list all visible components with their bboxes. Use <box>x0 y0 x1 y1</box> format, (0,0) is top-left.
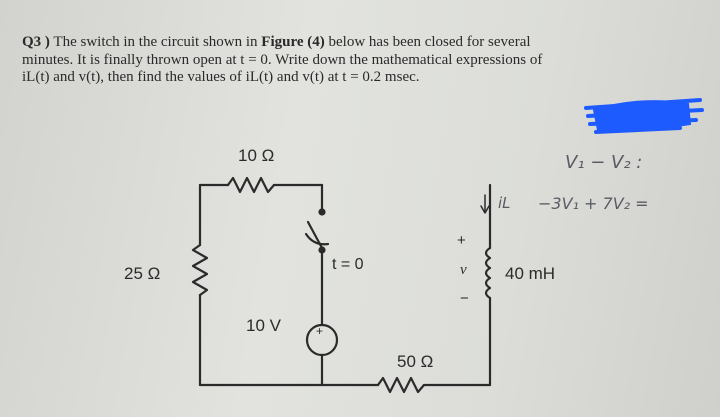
question-line3: iL(t) and v(t), then find the values of iL(t) and v(t) at t = 0.2 msec. <box>22 69 420 85</box>
bottom-resistor <box>378 378 424 392</box>
question-line1-b: below has been closed for several <box>324 34 531 50</box>
voltage-label: v <box>460 262 467 278</box>
handwritten-current-label: iL <box>498 194 511 212</box>
handwritten-note-line1: V₁ − V₂ : <box>565 152 643 173</box>
voltage-minus-sign: − <box>460 290 469 307</box>
blue-scribble <box>586 100 702 132</box>
inductor-coil <box>486 248 490 298</box>
question-line1-a: The switch in the circuit shown in <box>53 34 262 50</box>
figure-reference: Figure (4) <box>261 34 325 50</box>
source-label: 10 V <box>246 316 281 335</box>
inductor-label: 40 mH <box>505 264 556 283</box>
question-line2: minutes. It is finally thrown open at t = 0. Write down the mathematical expressions of <box>22 51 543 68</box>
voltage-plus-sign: + <box>457 232 466 249</box>
left-resistor <box>193 245 207 295</box>
question-number: Q3 ) <box>22 34 50 50</box>
top-resistor <box>228 178 274 192</box>
switch-label: t = 0 <box>332 256 364 273</box>
left-resistor-label: 25 Ω <box>124 264 161 283</box>
source-plus-sign: + <box>316 324 324 338</box>
top-resistor-label: 10 Ω <box>238 146 275 165</box>
handwritten-note-line2: −3V₁ + 7V₂ = <box>538 194 649 213</box>
bottom-resistor-label: 50 Ω <box>397 352 434 371</box>
switch-contact-top <box>320 210 325 215</box>
